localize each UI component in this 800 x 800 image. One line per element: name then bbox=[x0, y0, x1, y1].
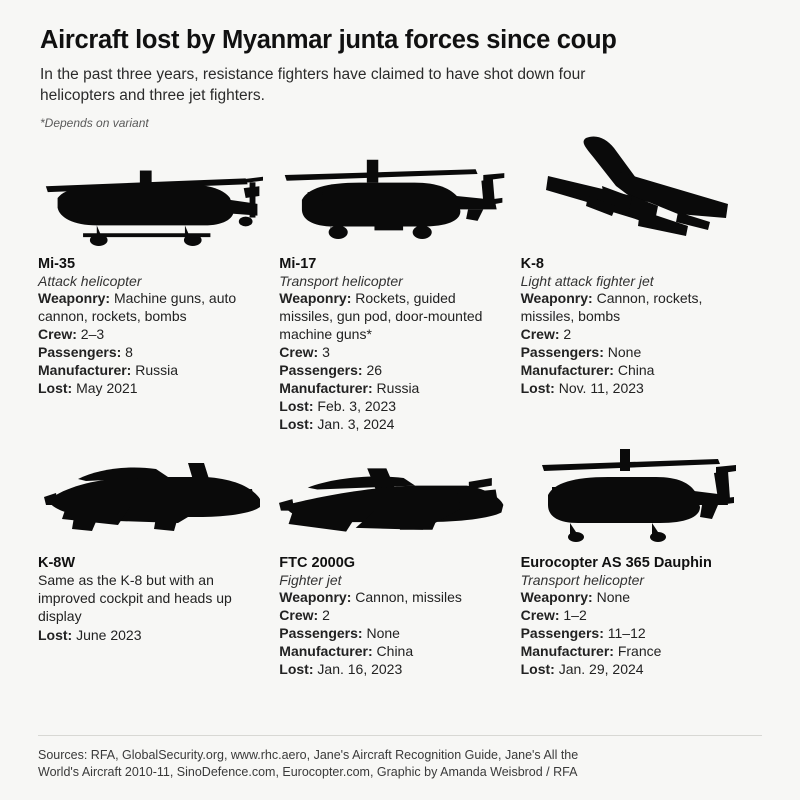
sources-line-2: World's Aircraft 2010-11, SinoDefence.com, Eurocopter.com, Graphic by Amanda Weisbrod / RFA bbox=[38, 765, 578, 780]
spec-label-weaponry: Weaponry: bbox=[279, 290, 352, 307]
spec-passengers bbox=[38, 344, 263, 362]
aircraft-specs bbox=[279, 589, 504, 679]
footnote: *Depends on variant bbox=[40, 116, 149, 131]
fighter-jet-silhouette bbox=[279, 443, 504, 551]
spec-label-lost: Lost: bbox=[38, 379, 73, 396]
spec-manufacturer bbox=[521, 362, 746, 380]
spec-label-manufacturer: Manufacturer: bbox=[279, 379, 373, 396]
spec-manufacturer bbox=[38, 362, 263, 380]
jet-side-view-silhouette bbox=[38, 443, 263, 551]
spec-label-passengers: Passengers: bbox=[38, 343, 122, 360]
spec-label-crew: Crew: bbox=[38, 326, 77, 343]
aircraft-card-ftc-2000g bbox=[279, 443, 520, 679]
spec-label-passengers: Passengers: bbox=[520, 625, 604, 642]
spec-label-crew: Crew: bbox=[520, 607, 560, 624]
spec-value-weaponry: Cannon, missiles bbox=[355, 589, 462, 606]
aircraft-card-eurocopter-as-365-dauphin bbox=[521, 443, 762, 679]
spec-passengers bbox=[521, 344, 746, 362]
spec-value-passengers: 26 bbox=[366, 361, 383, 378]
aircraft-name: Mi-35 bbox=[38, 256, 76, 273]
spec-label-passengers: Passengers: bbox=[520, 343, 604, 360]
spec-crew bbox=[279, 607, 504, 625]
spec-label-weaponry: Weaponry: bbox=[279, 589, 352, 606]
spec-label-manufacturer: Manufacturer: bbox=[520, 361, 614, 378]
spec-weaponry bbox=[521, 290, 746, 326]
spec-label-manufacturer: Manufacturer: bbox=[279, 643, 373, 660]
spec-crew bbox=[38, 326, 263, 344]
aircraft-type: Light attack fighter jet bbox=[520, 273, 654, 290]
spec-crew bbox=[521, 326, 746, 344]
spec-value-crew: 2 bbox=[563, 326, 572, 343]
aircraft-type: Attack helicopter bbox=[38, 273, 142, 290]
spec-label-manufacturer: Manufacturer: bbox=[38, 361, 132, 378]
transport-helicopter-silhouette bbox=[279, 134, 504, 252]
spec-value-weaponry: Machine guns, auto cannon, rockets, bombs bbox=[38, 290, 237, 325]
spec-value-passengers: 11–12 bbox=[607, 625, 646, 642]
spec-value-crew: 3 bbox=[322, 343, 330, 360]
spec-lost bbox=[521, 380, 746, 398]
spec-lost bbox=[521, 661, 746, 679]
spec-value-passengers: 8 bbox=[125, 343, 133, 360]
spec-label-manufacturer: Manufacturer: bbox=[520, 643, 614, 660]
aircraft-name: K-8W bbox=[38, 555, 76, 572]
spec-label-lost: Lost: bbox=[38, 627, 73, 644]
spec-value-passengers: None bbox=[607, 343, 642, 360]
spec-value-manufacturer: China bbox=[617, 361, 655, 378]
spec-passengers bbox=[521, 625, 746, 643]
spec-value-lost: June 2023 bbox=[76, 627, 142, 644]
spec-label-crew: Crew: bbox=[279, 607, 319, 624]
aircraft-type: Transport helicopter bbox=[279, 273, 403, 290]
aircraft-row bbox=[38, 443, 762, 679]
spec-value-weaponry: Rockets, guided missiles, gun pod, door-mounted machine guns* bbox=[279, 290, 483, 343]
jet-top-view-silhouette bbox=[521, 134, 746, 252]
spec-lost-second bbox=[279, 416, 504, 434]
spec-label-weaponry: Weaponry: bbox=[520, 290, 593, 307]
spec-lost bbox=[279, 661, 504, 679]
aircraft-specs bbox=[521, 290, 746, 397]
spec-label-lost: Lost: bbox=[279, 661, 314, 678]
spec-label-weaponry: Weaponry: bbox=[38, 290, 111, 307]
spec-label-passengers: Passengers: bbox=[279, 361, 363, 378]
dauphin-helicopter-silhouette bbox=[521, 443, 746, 551]
spec-label-lost: Lost: bbox=[520, 661, 555, 678]
spec-value-manufacturer: Russia bbox=[376, 379, 420, 396]
spec-value-crew: 2 bbox=[322, 607, 330, 624]
aircraft-specs bbox=[521, 589, 746, 679]
spec-manufacturer bbox=[521, 643, 746, 661]
spec-value-passengers: None bbox=[366, 625, 400, 642]
aircraft-row bbox=[38, 134, 762, 433]
spec-value-manufacturer: China bbox=[376, 643, 414, 660]
sources-line-1: Sources: RFA, GlobalSecurity.org, www.rhc.aero, Jane's Aircraft Recognition Guide, Jane's All the bbox=[38, 747, 579, 762]
aircraft-name: Mi-17 bbox=[279, 256, 317, 273]
aircraft-card-k-8 bbox=[521, 134, 762, 433]
page-title: Aircraft lost by Myanmar junta forces since coup bbox=[40, 26, 617, 54]
aircraft-specs bbox=[38, 290, 263, 397]
spec-value-lost: Nov. 11, 2023 bbox=[558, 379, 644, 396]
spec-weaponry bbox=[38, 290, 263, 326]
aircraft-name: FTC 2000G bbox=[279, 555, 356, 572]
spec-label-passengers: Passengers: bbox=[279, 625, 363, 642]
aircraft-card-mi-35 bbox=[38, 134, 279, 433]
aircraft-description: Same as the K-8 but with an improved cockpit and heads up display bbox=[38, 572, 232, 625]
aircraft-card-mi-17 bbox=[279, 134, 520, 433]
spec-value-manufacturer: Russia bbox=[135, 361, 179, 378]
spec-label-lost: Lost: bbox=[279, 397, 314, 414]
spec-value-lost: Jan. 29, 2024 bbox=[558, 661, 644, 678]
spec-value-lost: Jan. 16, 2023 bbox=[317, 661, 403, 678]
spec-value-lost: May 2021 bbox=[76, 379, 138, 396]
aircraft-name: Eurocopter AS 365 Dauphin bbox=[520, 555, 712, 572]
spec-value-manufacturer: France bbox=[617, 643, 662, 660]
spec-lost bbox=[38, 380, 263, 398]
spec-label-weaponry: Weaponry: bbox=[520, 589, 593, 606]
aircraft-grid bbox=[38, 134, 762, 679]
spec-crew bbox=[521, 607, 746, 625]
spec-passengers bbox=[279, 362, 504, 380]
aircraft-specs bbox=[279, 290, 504, 433]
attack-helicopter-silhouette bbox=[38, 134, 263, 252]
page-subtitle: In the past three years, resistance fighters have claimed to have shot down four helicopters and three jet fighters. bbox=[40, 66, 586, 104]
aircraft-name: K-8 bbox=[520, 256, 544, 273]
spec-weaponry bbox=[279, 589, 504, 607]
spec-label-crew: Crew: bbox=[520, 326, 560, 343]
spec-manufacturer bbox=[279, 380, 504, 398]
spec-weaponry bbox=[279, 290, 504, 344]
spec-value-lost-second: Jan. 3, 2024 bbox=[317, 415, 395, 432]
aircraft-type: Fighter jet bbox=[279, 572, 342, 589]
aircraft-specs bbox=[38, 627, 263, 645]
aircraft-card-k-8w bbox=[38, 443, 279, 679]
spec-value-weaponry: Cannon, rockets, missiles, bombs bbox=[520, 290, 703, 325]
spec-label-crew: Crew: bbox=[279, 343, 319, 360]
spec-crew bbox=[279, 344, 504, 362]
spec-value-crew: 1–2 bbox=[563, 607, 587, 624]
spec-value-lost: Feb. 3, 2023 bbox=[317, 397, 397, 414]
spec-label-lost: Lost: bbox=[520, 379, 555, 396]
aircraft-type: Transport helicopter bbox=[520, 572, 645, 589]
spec-value-crew: 2–3 bbox=[80, 326, 105, 343]
spec-passengers bbox=[279, 625, 504, 643]
spec-value-weaponry: None bbox=[596, 589, 631, 606]
spec-lost bbox=[279, 398, 504, 416]
spec-weaponry bbox=[521, 589, 746, 607]
spec-label-lost-second: Lost: bbox=[279, 415, 314, 432]
sources-credits bbox=[38, 747, 770, 783]
spec-lost bbox=[38, 627, 263, 645]
footer-divider bbox=[38, 735, 762, 736]
spec-manufacturer bbox=[279, 643, 504, 661]
